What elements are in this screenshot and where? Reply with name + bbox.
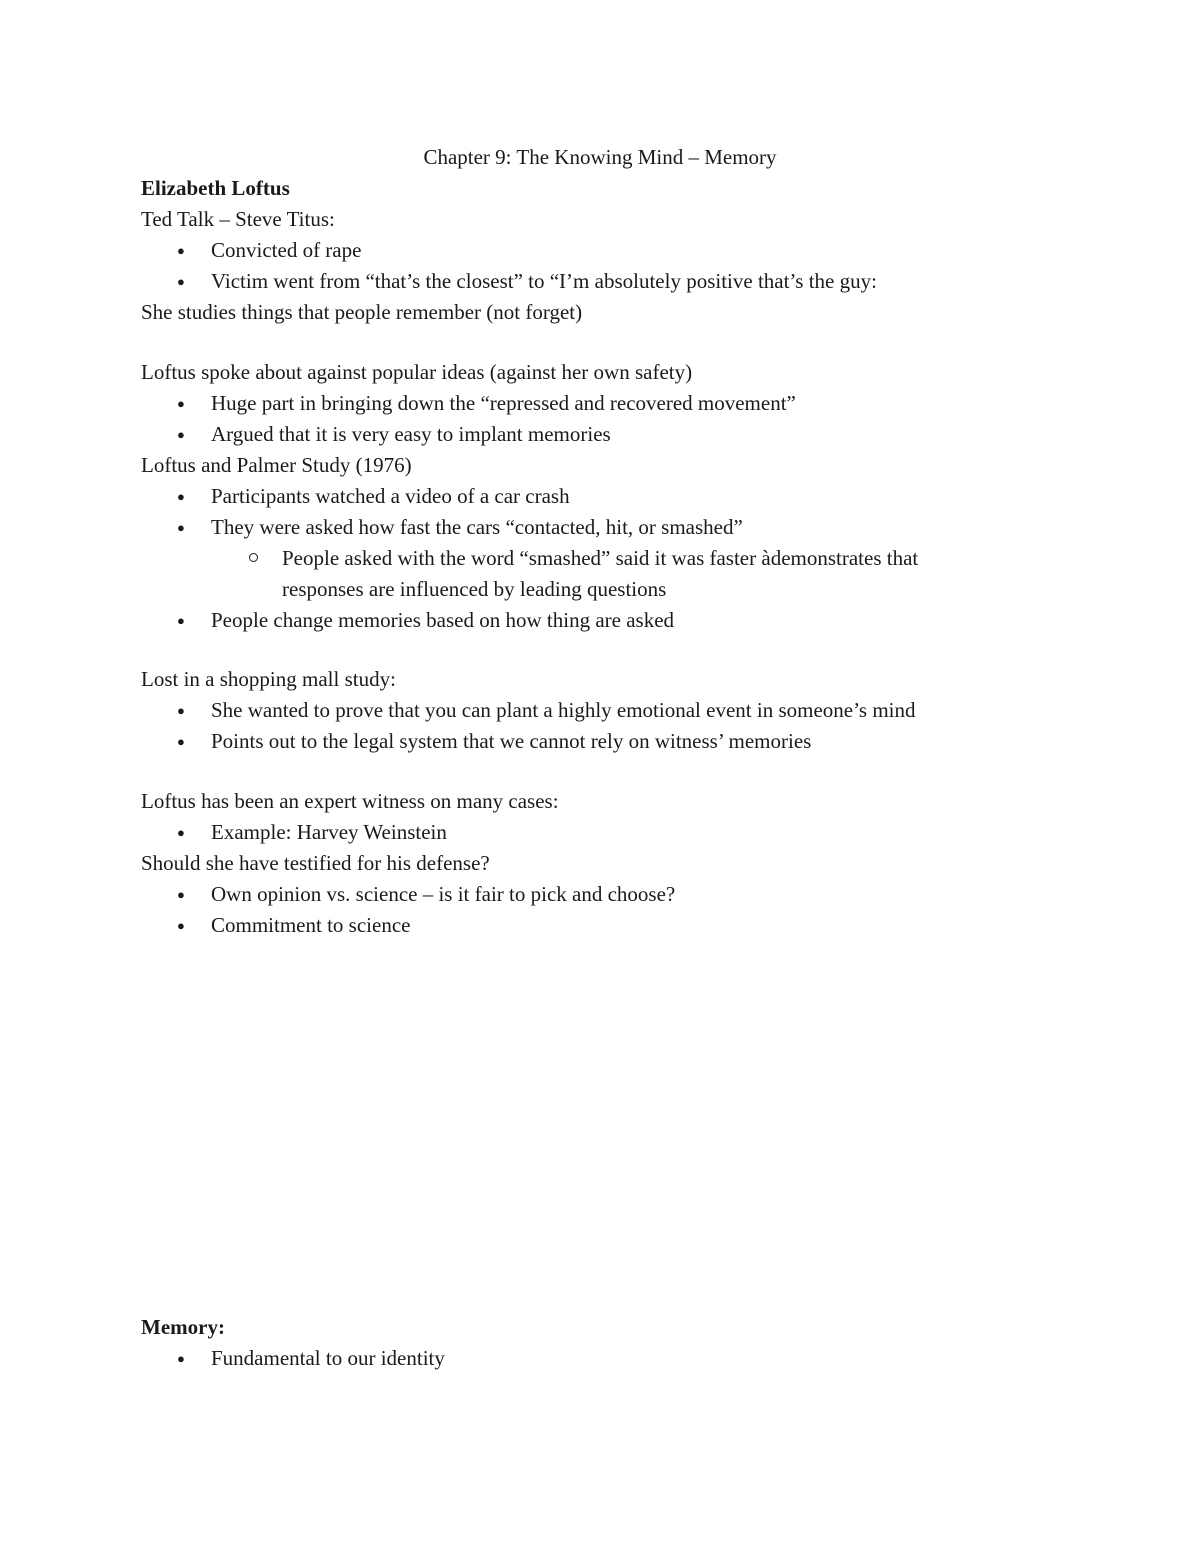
sub-bullet-circle-icon (249, 553, 258, 562)
section-heading-loftus: Elizabeth Loftus (141, 176, 290, 200)
list-item: Points out to the legal system that we cannot rely on witness’ memories (211, 729, 812, 753)
bullet-icon: ● (177, 887, 185, 902)
bullet-icon: ● (177, 274, 185, 289)
bullet-icon: ● (177, 243, 185, 258)
list-item: Fundamental to our identity (211, 1346, 445, 1370)
list-item: Huge part in bringing down the “repressed and recovered movement” (211, 391, 796, 415)
expert-line: Loftus has been an expert witness on many cases: (141, 789, 559, 813)
list-item: Commitment to science (211, 913, 411, 937)
bullet-icon: ● (177, 1351, 185, 1366)
bullet-icon: ● (177, 520, 185, 535)
mall-heading: Lost in a shopping mall study: (141, 667, 396, 691)
list-item: Example: Harvey Weinstein (211, 820, 447, 844)
study-heading: Loftus and Palmer Study (1976) (141, 453, 412, 477)
bullet-icon: ● (177, 734, 185, 749)
list-item: Argued that it is very easy to implant memories (211, 422, 611, 446)
bullet-icon: ● (177, 703, 185, 718)
bullet-icon: ● (177, 396, 185, 411)
bullet-icon: ● (177, 825, 185, 840)
list-item: She wanted to prove that you can plant a highly emotional event in someone’s mind (211, 698, 916, 722)
bullet-icon: ● (177, 427, 185, 442)
list-item: Convicted of rape (211, 238, 362, 262)
bullet-icon: ● (177, 489, 185, 504)
spoke-line: Loftus spoke about against popular ideas (against her own safety) (141, 360, 693, 384)
defense-line: Should she have testified for his defense? (141, 851, 490, 875)
section-heading-memory: Memory: (141, 1315, 225, 1339)
sub-list-item-continued: responses are influenced by leading questions (282, 577, 667, 601)
list-item: People change memories based on how thing are asked (211, 608, 675, 632)
list-item: Own opinion vs. science – is it fair to pick and choose? (211, 882, 676, 906)
list-item: Victim went from “that’s the closest” to “I’m absolutely positive that’s the guy: (211, 269, 877, 293)
bullet-icon: ● (177, 918, 185, 933)
ted-talk-line: Ted Talk – Steve Titus: (141, 207, 335, 231)
list-item: Participants watched a video of a car crash (211, 484, 570, 508)
list-item: They were asked how fast the cars “contacted, hit, or smashed” (211, 515, 743, 539)
studies-line: She studies things that people remember (not forget) (141, 300, 583, 324)
bullet-icon: ● (177, 613, 185, 628)
page-title: Chapter 9: The Knowing Mind – Memory (423, 145, 777, 169)
sub-list-item: People asked with the word “smashed” said it was faster àdemonstrates that (282, 546, 919, 570)
